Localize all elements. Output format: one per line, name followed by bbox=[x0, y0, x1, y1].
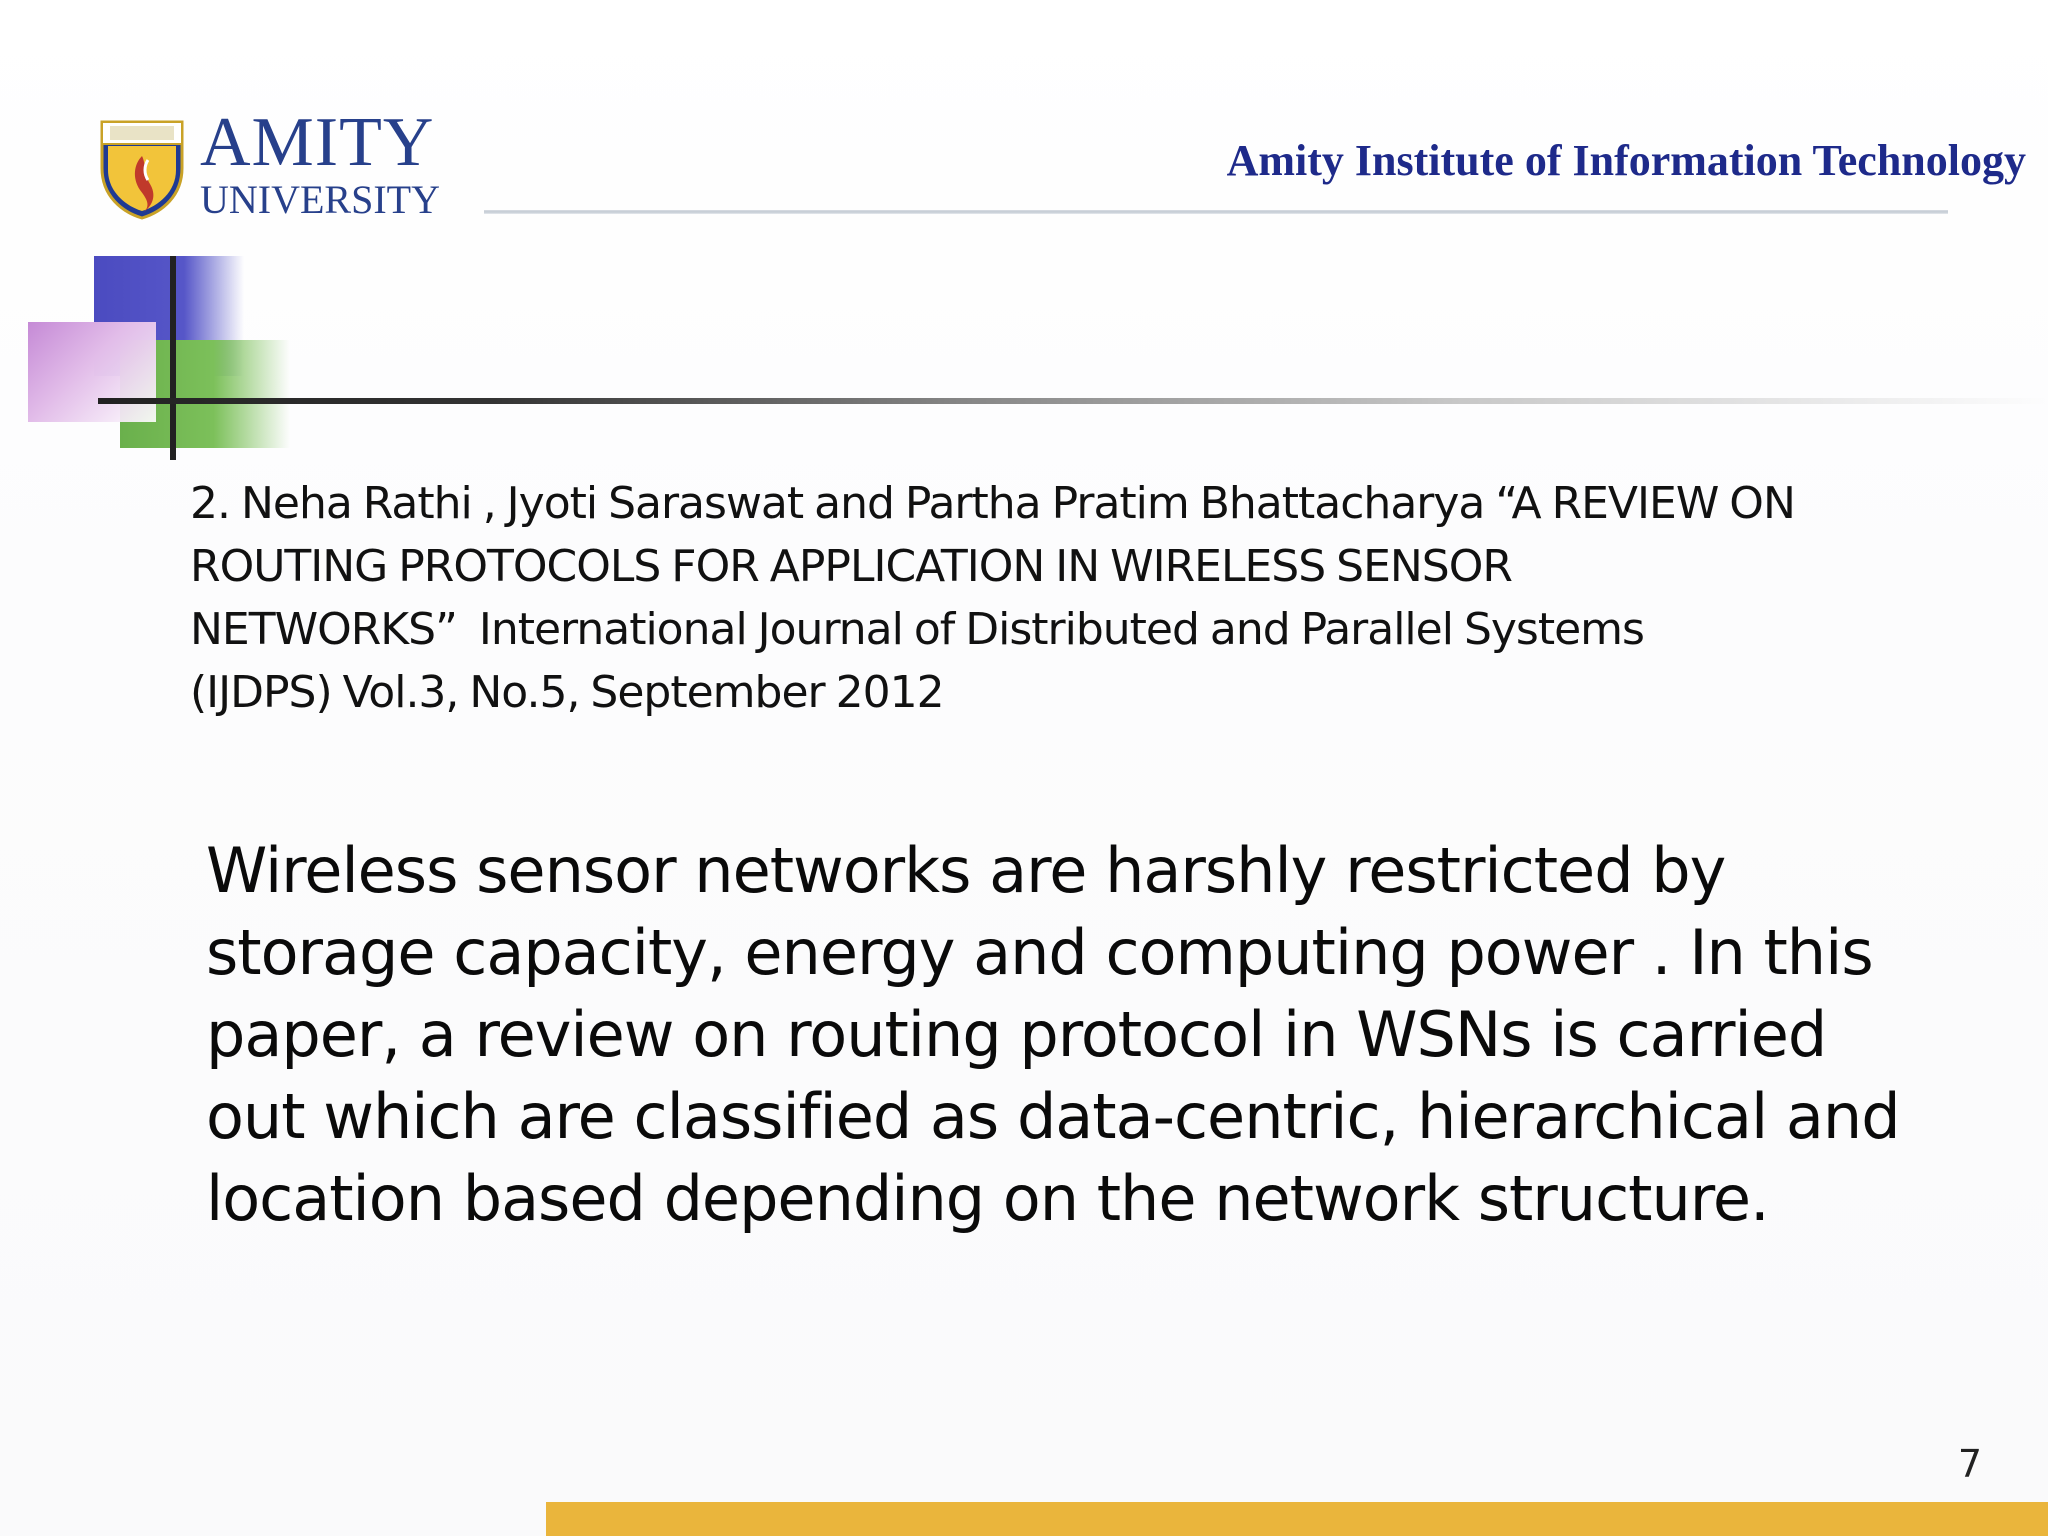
abstract-line: Wireless sensor networks are harshly restricted by bbox=[206, 834, 1726, 907]
header-divider bbox=[484, 210, 1948, 214]
logo-wordmark bbox=[200, 104, 440, 220]
abstract-line: location based depending on the network structure. bbox=[206, 1162, 1769, 1235]
logo-subname: UNIVERSITY bbox=[200, 177, 440, 222]
reference-line: ROUTING PROTOCOLS FOR APPLICATION IN WIRELESS SENSOR bbox=[190, 541, 1512, 592]
decorative-vertical-line bbox=[170, 256, 176, 460]
reference-line: (IJDPS) Vol.3, No.5, September 2012 bbox=[190, 667, 944, 718]
logo-name: AMITY bbox=[200, 104, 435, 181]
reference-line: 2. Neha Rathi , Jyoti Saraswat and Partha Pratim Bhattacharya “A REVIEW ON bbox=[190, 478, 1795, 529]
decorative-pink-square bbox=[28, 322, 156, 422]
reference-line: NETWORKS” International Journal of Distributed and Parallel Systems bbox=[190, 604, 1644, 655]
abstract-line: paper, a review on routing protocol in WSNs is carried bbox=[206, 998, 1827, 1071]
amity-university-logo bbox=[96, 104, 446, 224]
amity-shield-icon bbox=[96, 108, 188, 220]
institute-title: Amity Institute of Information Technology bbox=[1226, 136, 2026, 185]
abstract-line: out which are classified as data-centric, hierarchical and bbox=[206, 1080, 1900, 1153]
abstract-line: storage capacity, energy and computing power . In this bbox=[206, 916, 1873, 989]
footer-bar bbox=[546, 1502, 2048, 1536]
reference-citation bbox=[190, 472, 1990, 724]
title-underline bbox=[98, 398, 2048, 404]
abstract-paragraph bbox=[206, 830, 2006, 1240]
page-number: 7 bbox=[1957, 1442, 1982, 1486]
